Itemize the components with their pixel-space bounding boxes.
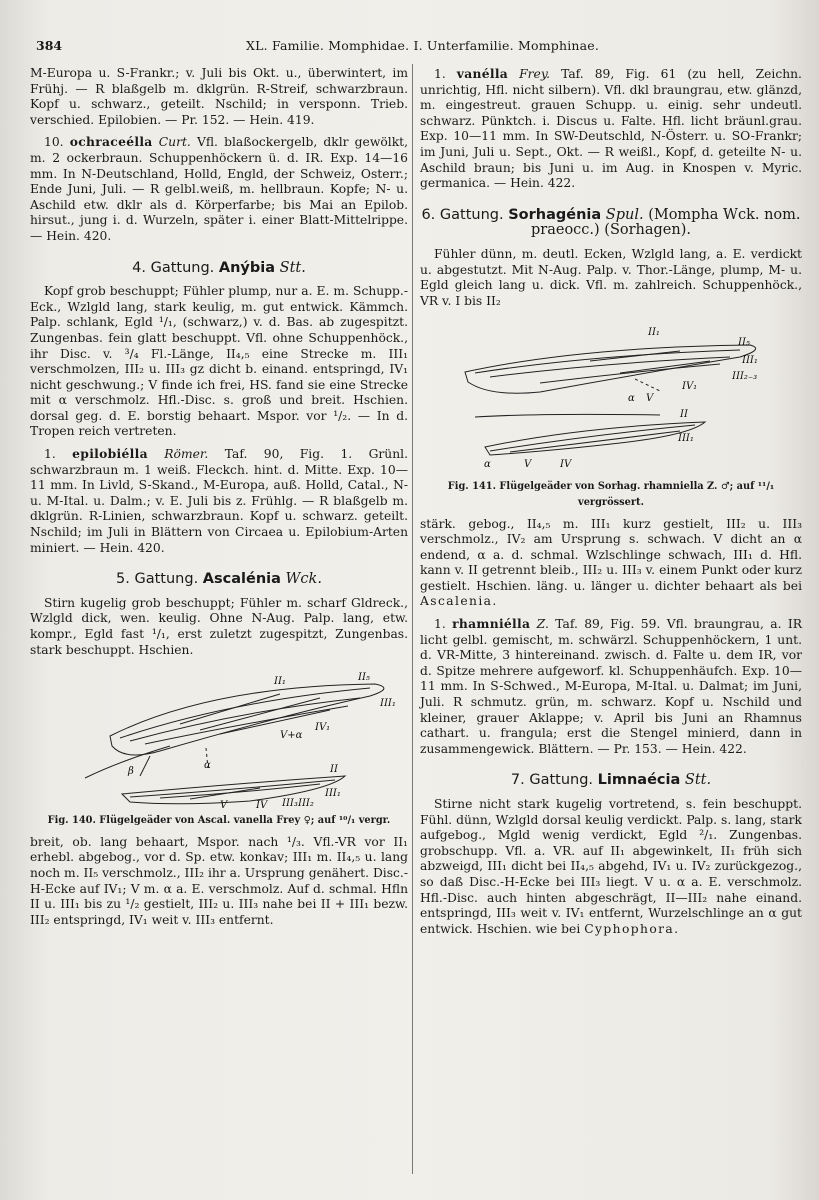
paragraph-text: Stirne nicht stark kugelig vortretend, s. fein beschuppt. Fühl. dünn, Wzlgld dorsal keulig verdickt. Palp. s. lang, stark aufgebog., Mgld wenig verdickt, Egld ²/₁. Zungenbas. grobschupp. Vfl. a. VR. auf II₁ abgewinkelt, II₁ früh sich abzweigd, III₁ dicht bei II₄,₅ abgehd, IV₁ u. IV₂ zurückgezog., so daß Disc.-H-Ecke bei III₃ liegt. V u. α a. E. verschmolz. Hfl.-Disc. auch hinten abgeschrägt, II—III₂ nahe einand. entspringd, III₃ weit v. IV₁ entfernt, Wurzelschlinge an α gut entwick. Hschien. wie bei [420,797,802,936]
genus-label: 4. Gattung. [132,259,215,276]
vein-label: II [680,409,688,421]
vein-label: β [128,766,134,778]
species-description: Taf. 89, Fig. 61 (zu hell, Zeichn. unrichtig, Hfl. nicht silbern). Vfl. dkl braungrau, etw. glänzd, m. eingestreut. grauen Schupp. u. einig. sehr undeutl. schwarz. Pünktch. i. Discus u. Falte. Hfl. licht bräunl.grau. Exp. 10—11 mm. In SW-Deutschld, N-Österr. u. SO-Frankr; im Juni, Juli u. Sept., Okt. — R weißl., Kopf, d. geteilte N- u. Aschild braun; bis Juni u. im Aug. in Knospen v. Myric. germanica. — Hein. 422. [420,67,802,191]
vein-label: III₁ [380,698,396,710]
vein-label: III₁ [678,433,694,445]
species-number: 1. [434,617,446,632]
species-name: rhamniélla [452,616,531,632]
vein-label: IV₁ [682,381,698,393]
species-number: 1. [434,67,446,81]
genus-name: Limnaécia [597,772,681,789]
species-entry-epilobiella [30,446,408,556]
paragraph: breit, ob. lang behaart, Mspor. nach ¹/₃. Vfl.-VR vor II₁ erhebl. abgebog., vor d. Sp. etw. konkav; III₁ m. II₄,₅ u. lang noch m. II₅ verschmolz., III₂ ihr a. Ursprung genähert. Disc.-H-Ecke auf IV₁; V m. α a. E. verschmolz. Auf d. schmal. Hfln II u. III₁ bis zu ¹/₂ gestielt, III₂ u. III₃ nahe bei II + III₁ bezw. III₂ entspringd, IV₁ weit v. III₃ entfernt. [30,834,408,927]
species-name: vanélla [456,66,509,81]
genus-author: Spul. [605,206,644,223]
left-column [30,66,408,934]
vein-label: V+α [280,730,303,742]
vein-label: III₂₋₃ [732,371,758,383]
genus-author: Stt. [279,259,306,276]
vein-label: III₁ [325,788,341,800]
genus-author: Wck. [285,571,322,588]
genus-name: Sorhagénia [508,206,602,223]
genus-label: 6. Gattung. [421,206,504,223]
vein-label: II₁ [648,327,660,339]
genus-description [420,797,802,937]
species-entry-vanella [420,66,802,192]
genus-label: 7. Gattung. [510,772,594,789]
vein-label: V [220,800,228,812]
paragraph-text: stärk. gebog., II₄,₅ m. III₁ kurz gestielt, III₂ u. III₃ verschmolz., IV₂ am Ursprung s. schwach. V dicht an α endend, α a. d. schmal. Wzlschlinge schwach, III₁ d. Hfl. kann v. II getrennt bleib., III₂ u. III₃ v. einem Punkt oder kurz gestielt. Hschien. läng. u. länger u. dichter behaart als bei [420,516,802,593]
species-number: 1. [44,447,56,462]
vein-label: II [330,764,338,776]
genus-name: Anýbia [218,259,276,276]
species-description: Taf. 89, Fig. 59. Vfl. braungrau, a. IR licht gelbl. gemischt, m. schwärzl. Schuppenhöckern, 1 unt. d. VR-Mitte, 3 hintereinand. zwisch. d. Falte u. dem IR, vor d. Spitze mehrere aufgeworf. kl. Schuppenhäufch. Exp. 10—11 mm. In S-Schwed., M-Europa, M-Ital. u. Dalmat; im Juni, Juli. R schmutz. grün, m. schwarz. Kopf u. Nschild und kleiner, grauer Aklappe; v. April bis Juni an Rhamnus cathart. u. frangula; erst die Stengel minierd, dann in zusammengewick. Blättern. — Pr. 153. — Hein. 422. [420,617,802,756]
genus-reference: Cyphophora. [584,921,680,936]
paragraph [420,517,802,611]
page-header [36,38,783,58]
page-number: 384 [36,38,63,53]
genus-description: Fühler dünn, m. deutl. Ecken, Wzlgld lang, a. E. verdickt u. abgestutzt. Mit N-Aug. Palp. v. Thor.-Länge, plump, M- u. Egld gleich lang u. dick. Vfl. m. zahlreich. Schuppenhöck., VR v. I bis II₂ [420,246,802,308]
species-entry-ochraceella [30,134,408,244]
genus-heading-limnaecia [420,773,802,789]
species-number: 10. [44,135,64,150]
vein-label: II₅ [358,672,370,684]
species-name: epilobiélla [72,446,148,462]
vein-label: III₂ [298,798,314,810]
vein-label: II₁ [274,676,286,688]
genus-heading-ascalenia [30,572,408,588]
species-description: Taf. 90, Fig. 1. Grünl. schwarzbraun m. 1 weiß. Fleckch. hint. d. Mitte. Exp. 10—11 mm. In Livld, S-Skand., M-Europa, auß. Holld, Catal., N- u. M-Ital. u. Dalm.; v. E. Juli bis z. Frühlg. — R blaßgelb m. dklgrün. R-Linien, schwarzbraun. Kopf u. schwarz. geteilt. Nschild; im Juli in Blättern von Circaea u. Epilobium-Arten miniert. — Hein. 420. [30,447,408,555]
genus-synonym: (Mompha Wck. nom. praeocc.) (Sorhagen). [531,206,801,239]
genus-reference: Ascalenia. [420,594,498,609]
species-entry-rhamniella [420,616,802,757]
genus-description: Stirn kugelig grob beschuppt; Fühler m. scharf Gldreck., Wzlgld dick, wen. keulig. Ohne N-Aug. Palp. lang, etw. kompr., Egld fast ¹/₁, erst zuletzt zugespitzt, Zungenbas. stark beschuppt. Hschien. [30,595,408,657]
running-title: XL. Familie. Momphidae. I. Unterfamilie. Momphinae. [246,38,600,53]
vein-label: IV [256,800,268,812]
column-divider [412,64,413,1174]
species-description: Vfl. blaßockergelb, dklr gewölkt, m. 2 ockerbraun. Schuppenhöckern ü. d. IR. Exp. 14—16 mm. In N-Deutschland, Holld, Engld, der Schweiz, Osterr.; Ende Juni, Juli. — R gelbl.weiß, m. hellbraun. Kopfe; N- u. Aschild etw. dklr als d. Körperfarbe; bis Mai an Epilob. hirsut., jung i. d. Wurzeln, später i. einer Blatt-Mittelrippe. — Hein. 420. [30,135,408,243]
species-author: Z. [536,617,549,632]
paragraph: M-Europa u. S-Frankr.; v. Juli bis Okt. u., überwintert, im Frühj. — R blaßgelb m. dklgrün. R-Streif, schwarzbraun. Kopf u. schwarz., geteilt. Nschild; in versponn. Trieb. verschied. Epilobien. — Pr. 152. — Hein. 419. [30,66,408,127]
figure-140 [30,666,408,829]
genus-label: 5. Gattung. [116,571,199,588]
vein-label: II₅ [738,337,750,349]
genus-author: Stt. [684,772,712,789]
genus-heading-sorhagenia [420,208,802,239]
species-author: Frey. [519,67,551,81]
vein-label: α [204,760,211,772]
vein-label: V [646,393,654,405]
right-column [420,66,802,943]
species-name: ochraceélla [69,134,153,150]
vein-label: III₁ [742,355,758,367]
vein-label: IV [560,459,572,471]
species-author: Curt. [158,135,191,150]
species-author: Römer. [164,447,209,462]
genus-description: Kopf grob beschuppt; Fühler plump, nur a. E. m. Schupp.-Eck., Wzlgld lang, stark keulig, m. gut entwick. Kämmch. Palp. schlank, Egld ¹/₁, (schwarz,) v. d. Bas. ab zugespitzt. Zungenbas. fein glatt beschuppt. Vfl. ohne Schuppenhöck., ihr Disc. v. ³/₄ Fl.-Länge, II₄,₅ eine Strecke m. III₁ verschmolzen, III₂ u. III₃ gz dicht b. einand. entspringd, IV₁ nicht geschwung.; V finde ich frei, HS. fand sie eine Strecke mit α verschmolz. Hfl.-Disc. s. groß und breit. Hschien. dorsal geg. d. E. borstig behaart. Mspor. vor ¹/₂. — In d. Tropen reich vertreten. [30,284,408,439]
vein-label: V [524,459,532,471]
vein-label: III₃ [282,798,298,810]
wing-venation-drawing-141 [420,317,802,477]
vein-label: IV₁ [315,722,331,734]
vein-label: α [484,459,491,471]
figure-caption: Fig. 140. Flügelgeäder von Ascal. vanella Frey ♀; auf ¹⁰/₁ vergr. [47,815,391,827]
figure-141 [420,317,802,510]
vein-label: α [628,393,635,405]
genus-heading-anybia [30,261,408,277]
genus-name: Ascalénia [202,571,281,588]
wing-venation-drawing-140 [30,666,408,811]
figure-caption: Fig. 141. Flügelgeäder von Sorhag. rhamniella Z. ♂; auf ¹¹/₁ vergrössert. [447,481,775,508]
